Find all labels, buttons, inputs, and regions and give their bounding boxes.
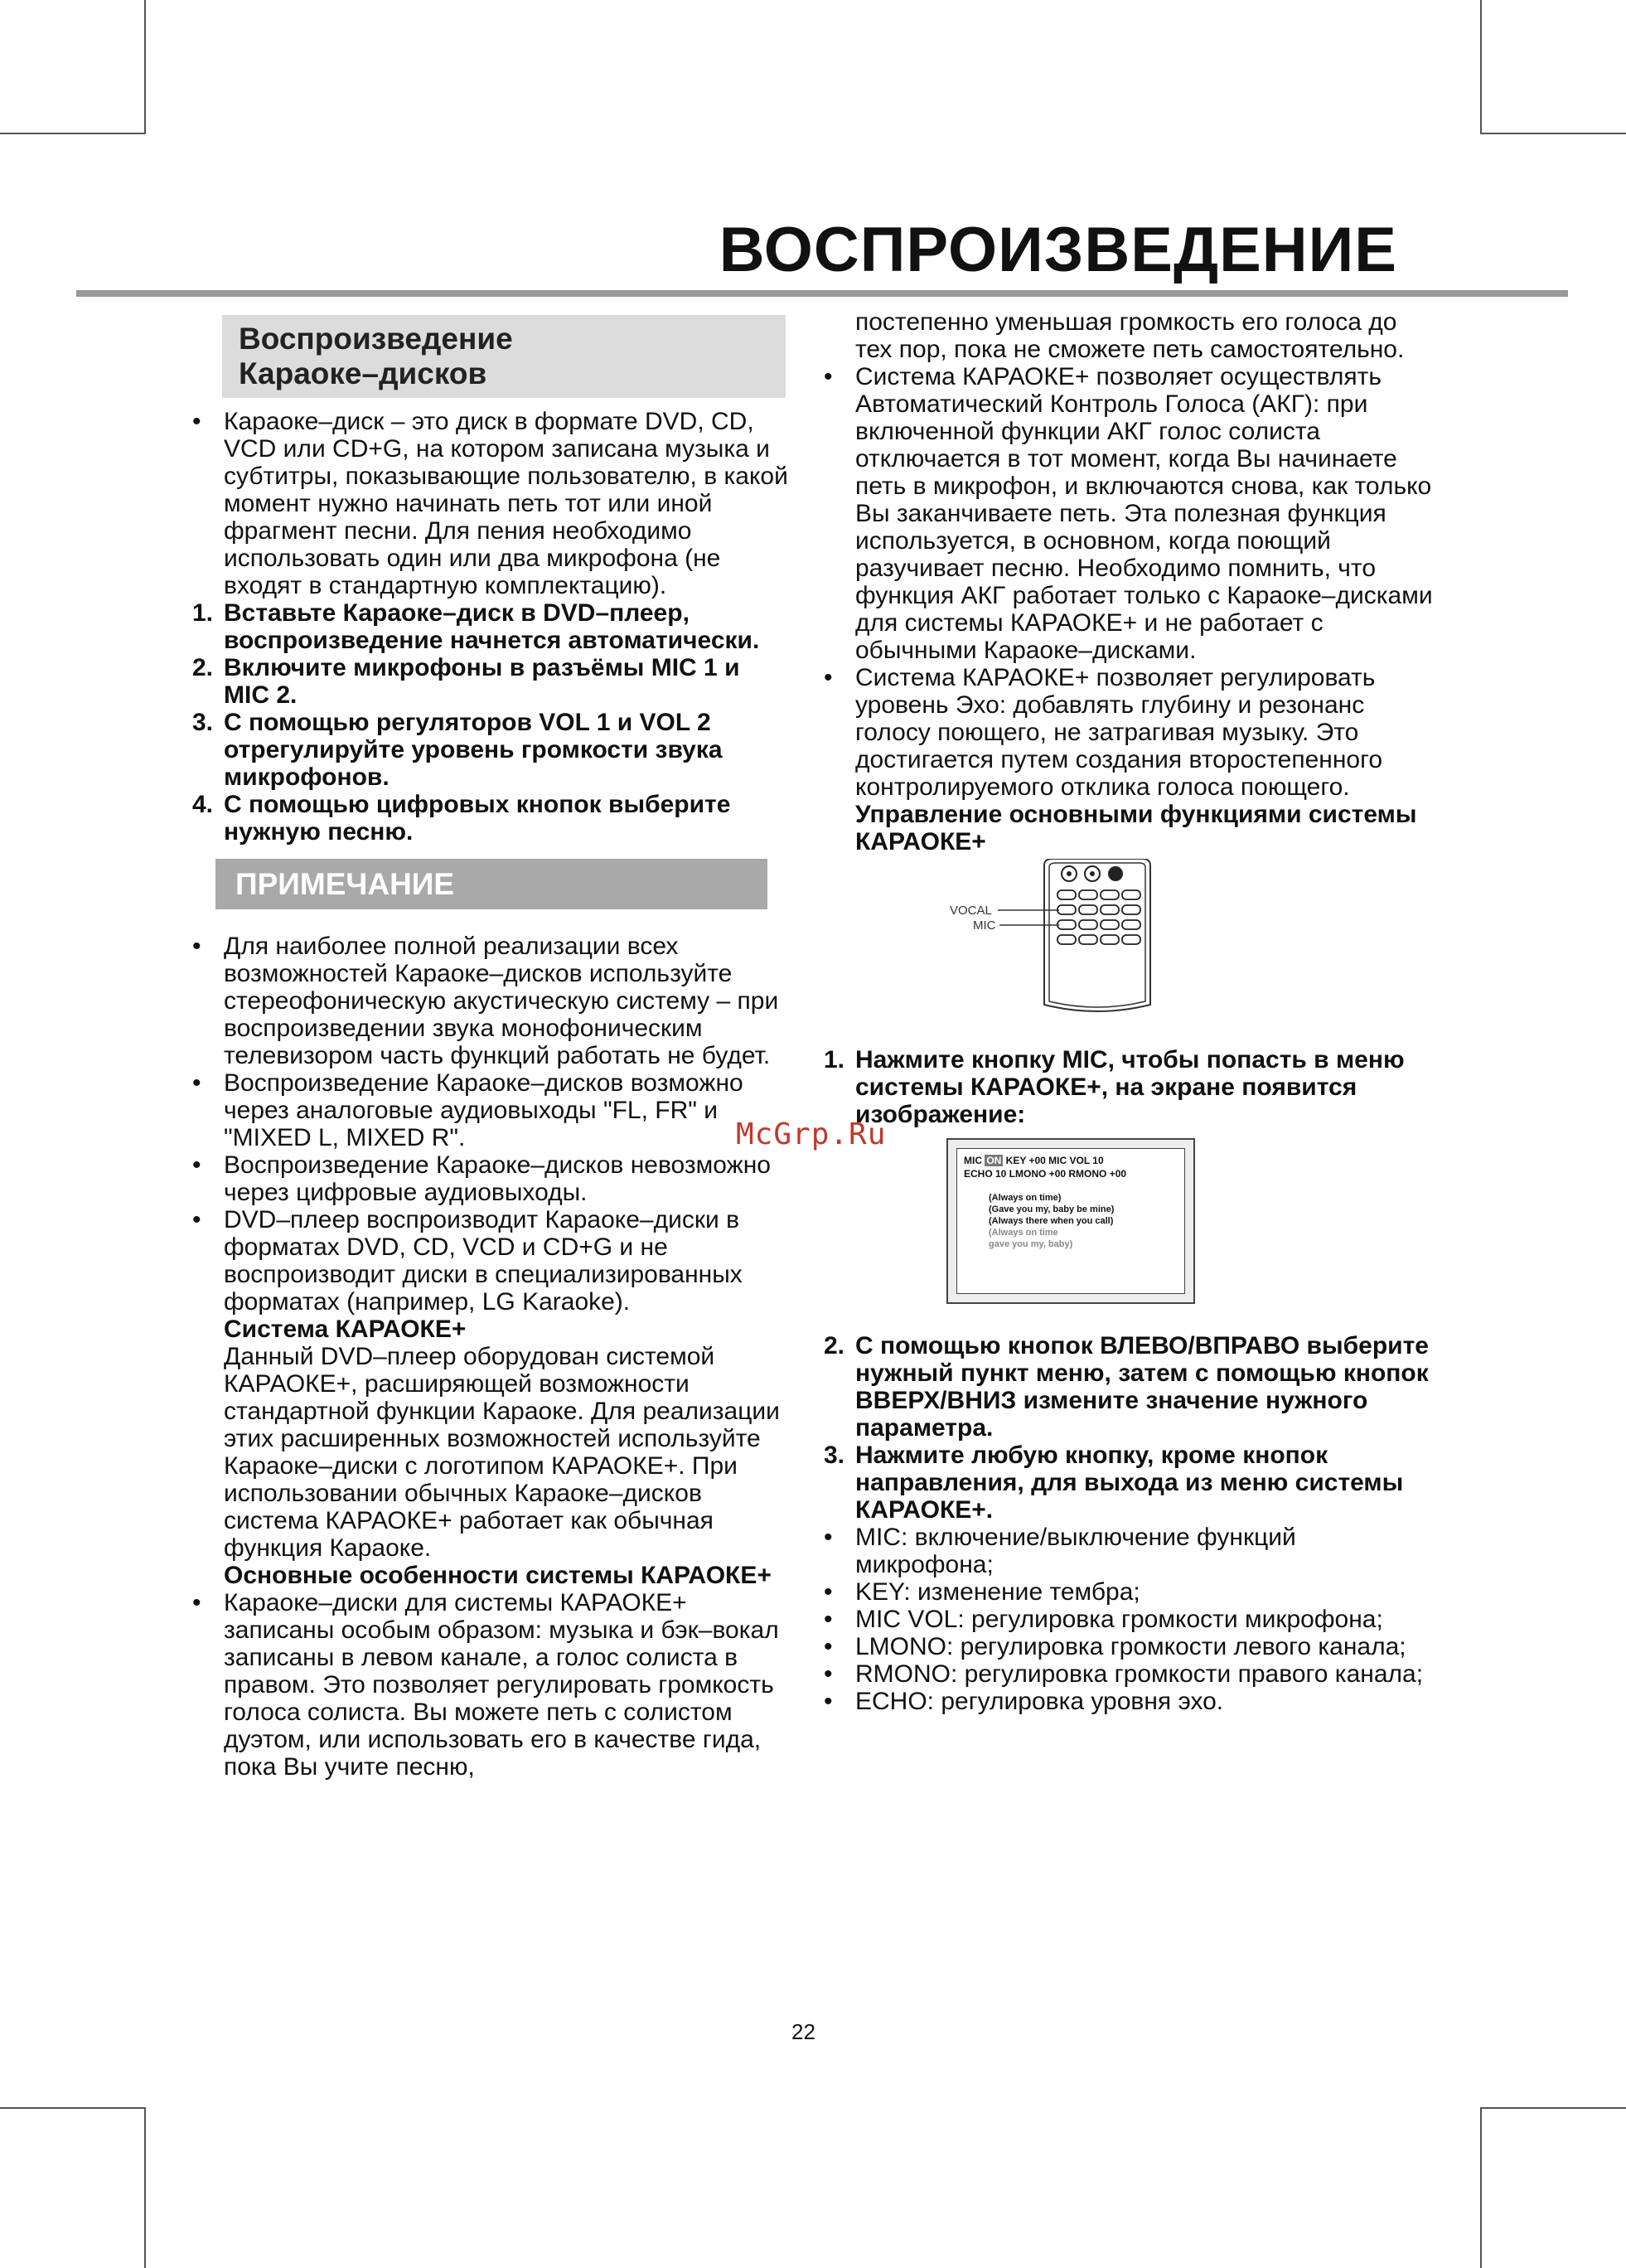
crop-mark bbox=[1480, 133, 1626, 134]
section-heading-line-2: Караоке–дисков bbox=[239, 356, 487, 390]
crop-mark bbox=[1480, 2107, 1482, 2268]
features-list bbox=[824, 363, 1437, 855]
feature-echo-text: • Система КАРАОКЕ+ позволяет регулировать уровень Эхо: добавлять глубину и резонанс голосу поющего, не затрагивая музыку. Это достигается путем создания второстепенного контролируемого отклика голоса поющего. bbox=[855, 664, 1383, 801]
mic-label: MIC bbox=[973, 918, 996, 933]
title-divider bbox=[76, 290, 1568, 297]
steps-list bbox=[192, 599, 789, 846]
system-text: Данный DVD–плеер оборудован системой КАРАОКЕ+, расширяющей возможности стандартной функции Караоке. Для реализации этих расширенных возможностей используйте Караоке–диски с логотипом КАРАОКЕ+. При использовании обычных Караоке–дисков система КАРАОКЕ+ работает как обычная функция Караоке. bbox=[224, 1343, 780, 1562]
step-item: 1. Вставьте Караоке–диск в DVD–плеер, воспроизведение начнется автоматически. bbox=[192, 599, 760, 654]
note-heading: ПРИМЕЧАНИЕ bbox=[215, 859, 767, 909]
osd-line-2: ECHO 10 LMONO +00 RMONO +00 bbox=[964, 1168, 1127, 1180]
remote-illustration bbox=[824, 859, 1437, 1015]
osd-screen-illustration bbox=[946, 1138, 1195, 1304]
control-step: 3. Нажмите любую кнопку, кроме кнопок направления, для выхода из меню системы КАРАОКЕ+. bbox=[824, 1442, 1404, 1524]
step-item: 2. Включите микрофоны в разъёмы MIC 1 и MIC 2. bbox=[192, 654, 740, 709]
control-steps-2 bbox=[824, 1332, 1437, 1524]
continuation-text: постепенно уменьшая громкость его голоса до тех пор, пока не сможете петь самостоятельно. bbox=[855, 308, 1405, 363]
param-item: • ECHO: регулировка уровня эхо. bbox=[824, 1688, 1437, 1715]
crop-mark bbox=[1480, 0, 1482, 134]
crop-mark bbox=[0, 2107, 146, 2109]
remote-control-icon bbox=[824, 859, 1437, 1015]
step-item: 3. С помощью регуляторов VOL 1 и VOL 2 отрегулируйте уровень громкости звука микрофонов. bbox=[192, 709, 723, 791]
param-item: • RMONO: регулировка громкости правого канала; bbox=[824, 1660, 1437, 1688]
notes-list bbox=[192, 933, 789, 1781]
features-heading: Основные особенности системы КАРАОКЕ+ bbox=[224, 1562, 772, 1589]
intro-list bbox=[192, 408, 789, 599]
page-number: 22 bbox=[791, 2019, 815, 2044]
note-item bbox=[192, 1206, 789, 1589]
page-title: ВОСПРОИЗВЕДЕНИЕ bbox=[719, 215, 1397, 285]
crop-mark bbox=[1480, 2107, 1626, 2109]
crop-mark bbox=[144, 2107, 146, 2268]
param-item: • KEY: изменение тембра; bbox=[824, 1578, 1437, 1606]
intro-paragraph: • Караоке–диск – это диск в формате DVD, CD, VCD или CD+G, на котором записана музыка и субтитры, показывающие пользователю, в какой момент нужно начинать петь тот или иной фрагмент песни. Для пения необходимо использовать один или два микрофона (не входят в стандартную комплектацию). bbox=[192, 408, 789, 599]
watermark: McGrp.Ru bbox=[736, 1117, 887, 1151]
param-item: • MIC VOL: регулировка громкости микрофона; bbox=[824, 1606, 1437, 1633]
feature-item: • Караоке–диски для системы КАРАОКЕ+ записаны особым образом: музыка и бэк–вокал записаны в левом канале, а голос солиста в правом. Это позволяет регулировать громкость голоса солиста. Вы можете петь с солистом дуэтом, или использовать его в качестве гида, пока Вы учите песню, bbox=[192, 1589, 789, 1781]
vocal-label: VOCAL bbox=[950, 904, 992, 918]
control-heading: Управление основными функциями системы КАРАОКЕ+ bbox=[855, 801, 1417, 855]
right-column bbox=[824, 308, 1437, 1715]
system-heading: Система КАРАОКЕ+ bbox=[224, 1316, 467, 1343]
note-item-text: • DVD–плеер воспроизводит Караоке–диски в форматах DVD, CD, VCD и CD+G и не воспроизводит диски в специализированных форматах (например, LG Karaoke). bbox=[224, 1206, 743, 1316]
step-item: 4. С помощью цифровых кнопок выберите нужную песню. bbox=[192, 791, 731, 846]
control-step: 2. С помощью кнопок ВЛЕВО/ВПРАВО выберите нужный пункт меню, затем с помощью кнопок ВВЕРХ/ВНИЗ измените значение нужного параметра. bbox=[824, 1332, 1429, 1442]
osd-lyrics: (Always on time) (Gave you my, baby be mine) (Always there when you call) (Always on time gave you my, baby) bbox=[989, 1193, 1115, 1249]
feature-item-echo bbox=[824, 664, 1437, 855]
crop-mark bbox=[0, 133, 146, 134]
param-item: • MIC: включение/выключение функций микрофона; bbox=[824, 1524, 1437, 1578]
note-item: • Воспроизведение Караоке–дисков невозможно через цифровые аудиовыходы. bbox=[192, 1151, 789, 1206]
param-item: • LMONO: регулировка громкости левого канала; bbox=[824, 1633, 1437, 1660]
section-heading-line-1: Воспроизведение bbox=[239, 322, 513, 356]
osd-screen bbox=[956, 1148, 1185, 1294]
control-step: 1. Нажмите кнопку MIC, чтобы попасть в меню системы КАРАОКЕ+, на экране появится изображение: bbox=[824, 1046, 1405, 1128]
feature-item-agc: • Система КАРАОКЕ+ позволяет осуществлять Автоматический Контроль Голоса (АКГ): при включенной функции АКГ голос солиста отключается в тот момент, когда Вы начинаете петь в микрофон, и включаются снова, как только Вы заканчиваете петь. Эта полезная функция используется, в основном, когда поющий разучивает песню. Необходимо помнить, что функция АКГ работает только с Караоке–дисками для системы КАРАОКЕ+ и не работает с обычными Караоке–дисками. bbox=[824, 363, 1437, 664]
control-steps-1 bbox=[824, 1046, 1437, 1128]
note-item: • Воспроизведение Караоке–дисков возможно через аналоговые аудиовыходы "FL, FR" и "MIXED L, MIXED R". bbox=[192, 1069, 789, 1151]
note-item: • Для наиболее полной реализации всех возможностей Караоке–дисков используйте стереофоническую акустическую систему – при воспроизведении звука монофоническим телевизором часть функций работать не будет. bbox=[192, 933, 789, 1069]
section-heading bbox=[222, 315, 786, 398]
params-list bbox=[824, 1524, 1437, 1715]
osd-line-1: MIC ON KEY +00 MIC VOL 10 bbox=[964, 1155, 1104, 1166]
left-column bbox=[192, 315, 789, 1781]
crop-mark bbox=[144, 0, 146, 134]
